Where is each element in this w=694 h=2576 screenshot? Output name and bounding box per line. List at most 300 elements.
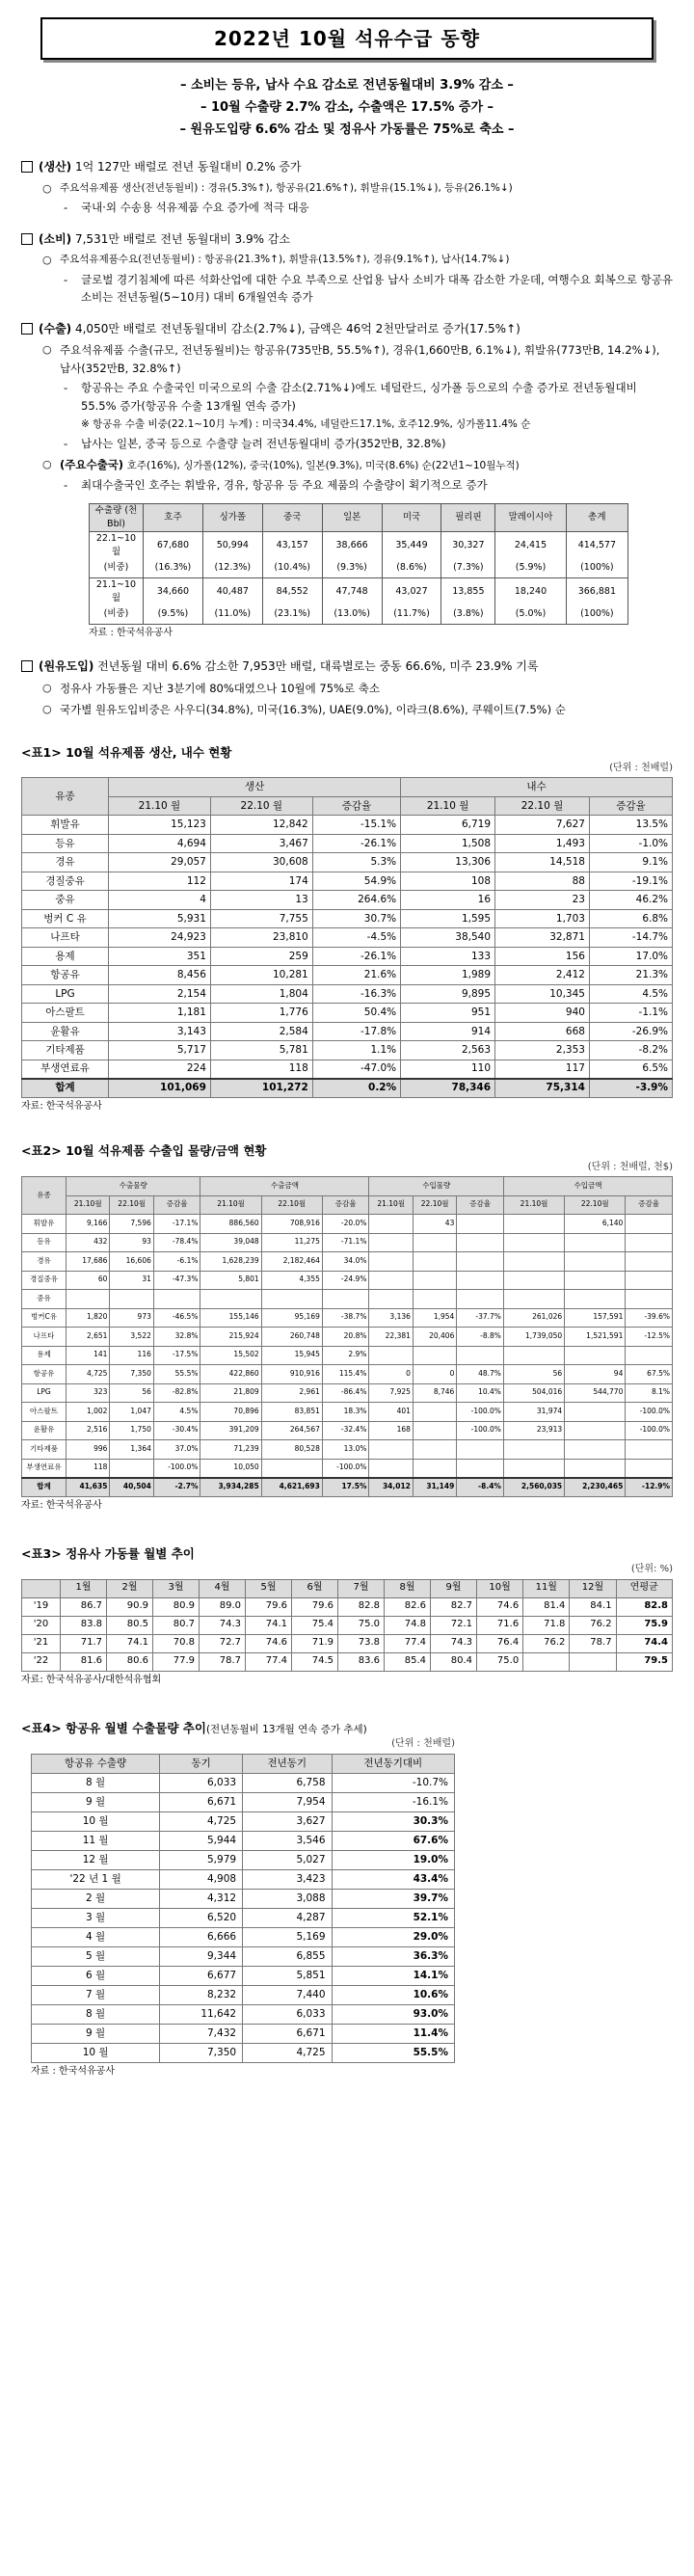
table-cell: [110, 1459, 153, 1478]
table-cell: 74.6: [477, 1597, 523, 1616]
table-cell: 80.7: [153, 1616, 200, 1634]
table-cell: 1,047: [110, 1403, 153, 1422]
table-cell: 15,502: [200, 1346, 261, 1365]
total-row: [22, 1478, 673, 1497]
table-row: [32, 1831, 455, 1850]
row-label: (비중): [90, 604, 144, 624]
table-cell: 6.8%: [589, 909, 672, 928]
table-header: 항공유 수출량: [32, 1754, 160, 1773]
row-label: 용제: [22, 1346, 67, 1365]
table-row: [22, 834, 673, 853]
table-cell: 141: [67, 1346, 110, 1365]
table-cell: 10,281: [210, 966, 312, 985]
checkbox-icon: [21, 660, 33, 672]
table-cell: 67.5%: [626, 1365, 673, 1384]
table-cell: 1,181: [109, 1004, 211, 1023]
table-header: 동기: [160, 1754, 243, 1773]
table-cell: -17.1%: [153, 1215, 200, 1234]
table-cell: 16: [401, 891, 495, 910]
table-header: 증감율: [312, 796, 400, 816]
table-row: [22, 909, 673, 928]
table-cell: [200, 1290, 261, 1309]
table-cell: 504,016: [503, 1383, 564, 1403]
table-cell: 71,239: [200, 1440, 261, 1460]
table-header: 6월: [292, 1579, 338, 1597]
table-cell: 6,666: [160, 1927, 243, 1946]
row-label: 경유: [22, 853, 109, 872]
table-cell: [457, 1271, 504, 1290]
checkbox-icon: [21, 323, 33, 335]
table-header: 7월: [338, 1579, 385, 1597]
table-cell: 35,449: [382, 531, 441, 558]
table1-unit: (단위 : 천배럴): [609, 762, 673, 773]
table-cell: 101,069: [109, 1079, 211, 1098]
table-cell: 3,522: [110, 1328, 153, 1347]
table-cell: [626, 1290, 673, 1309]
table-cell: 17.0%: [589, 947, 672, 966]
table-cell: 94: [565, 1365, 626, 1384]
table-cell: (13.0%): [322, 604, 382, 624]
table-cell: 71.7: [61, 1634, 107, 1652]
row-label: 중유: [22, 891, 109, 910]
table-cell: 32.8%: [153, 1328, 200, 1347]
table-cell: 43,027: [382, 577, 441, 604]
table-cell: (8.6%): [382, 558, 441, 577]
table-cell: 79.6: [246, 1597, 292, 1616]
table-row: [32, 2024, 455, 2043]
table-header: 중국: [262, 504, 322, 532]
table-cell: 1,364: [110, 1440, 153, 1460]
table-cell: 82.6: [385, 1597, 431, 1616]
table-cell: 11,642: [160, 2004, 243, 2024]
table-header: 전년동기대비: [332, 1754, 454, 1773]
table-cell: 4,725: [160, 1811, 243, 1831]
table-cell: (12.3%): [202, 558, 262, 577]
table-cell: (9.3%): [322, 558, 382, 577]
table-cell: 22,381: [369, 1328, 413, 1347]
circle-bullet-icon: ○: [42, 254, 52, 267]
table-cell: -24.9%: [322, 1271, 369, 1290]
table-cell: 46.2%: [589, 891, 672, 910]
table-cell: 83.8: [61, 1616, 107, 1634]
table-cell: -100.0%: [626, 1403, 673, 1422]
table-cell: [503, 1233, 564, 1252]
table-cell: 3,546: [243, 1831, 332, 1850]
table-cell: 19.0%: [332, 1850, 454, 1869]
table-cell: -12.9%: [626, 1478, 673, 1497]
export-country-table-wrap: [89, 503, 628, 640]
bullet-text: 최대수출국인 호주는 휘발유, 경유, 항공유 등 주요 제품의 수출량이 획기적으로 증가: [81, 477, 488, 492]
row-label: 아스팔트: [22, 1403, 67, 1422]
table-cell: -1.1%: [589, 1004, 672, 1023]
row-label: 중유: [22, 1290, 67, 1309]
table-cell: [369, 1252, 413, 1272]
table-cell: 21,809: [200, 1383, 261, 1403]
table-cell: 1,820: [67, 1308, 110, 1328]
table-cell: 37.0%: [153, 1440, 200, 1460]
checkbox-icon: [21, 161, 33, 173]
table-cell: -100.0%: [153, 1459, 200, 1478]
table-cell: 13: [210, 891, 312, 910]
table3: [21, 1579, 673, 1672]
table-cell: -14.7%: [589, 928, 672, 948]
table-header: 5월: [246, 1579, 292, 1597]
table4-wrap: [31, 1737, 455, 2079]
table-cell: 74.6: [246, 1634, 292, 1652]
table-cell: -15.1%: [312, 816, 400, 835]
table-cell: 6,033: [160, 1773, 243, 1792]
table-cell: -82.8%: [153, 1383, 200, 1403]
production-section: [21, 158, 673, 217]
row-label: '22 년 1 월: [32, 1869, 160, 1889]
table-cell: 101,272: [210, 1079, 312, 1098]
table-cell: 85.4: [385, 1652, 431, 1671]
dash-bullet-icon: -: [64, 477, 68, 492]
table-header: 2월: [107, 1579, 153, 1597]
table-header: 일본: [322, 504, 382, 532]
table-cell: 6,140: [565, 1215, 626, 1234]
table-cell: 84.1: [570, 1597, 616, 1616]
table-cell: [565, 1233, 626, 1252]
table-cell: 88: [495, 872, 590, 891]
table-row: [32, 1869, 455, 1889]
bullet-text: 주요석유제품수요(전년동월비) : 항공유(21.3%↑), 휘발유(13.5%↑), 경유(9.1%↑), 납사(14.7%↓): [60, 254, 510, 266]
table-cell: 2.9%: [322, 1346, 369, 1365]
row-label: 22.1~10 월: [90, 531, 144, 558]
table-cell: 14.1%: [332, 1966, 454, 1985]
row-label: 합계: [22, 1478, 67, 1497]
table-cell: 75.0: [477, 1652, 523, 1671]
table-row: [32, 2004, 455, 2024]
row-label: 경유: [22, 1252, 67, 1272]
table-cell: 10,050: [200, 1459, 261, 1478]
table-cell: 9,344: [160, 1946, 243, 1966]
table-cell: 38,540: [401, 928, 495, 948]
table-cell: 708,916: [261, 1215, 322, 1234]
table-cell: [570, 1652, 616, 1671]
table-cell: 75,314: [495, 1079, 590, 1098]
table-cell: -39.6%: [626, 1308, 673, 1328]
table-cell: 6,677: [160, 1966, 243, 1985]
table-row: [32, 1927, 455, 1946]
table-cell: 73.8: [338, 1634, 385, 1652]
table-cell: [369, 1233, 413, 1252]
table-cell: 80.4: [431, 1652, 477, 1671]
table-cell: 5,851: [243, 1966, 332, 1985]
table-cell: -100.0%: [457, 1421, 504, 1440]
table-cell: 401: [369, 1403, 413, 1422]
table-cell: 75.0: [338, 1616, 385, 1634]
table-cell: 15,123: [109, 816, 211, 835]
table-cell: -19.1%: [589, 872, 672, 891]
table-cell: 34.0%: [322, 1252, 369, 1272]
table-row: [32, 1908, 455, 1927]
table-row: [22, 1004, 673, 1023]
table-cell: 17,686: [67, 1252, 110, 1272]
bullet-text: 주요석유제품 생산(전년동월비) : 경유(5.3%↑), 항공유(21.6%↑), 휘발유(15.1%↓), 등유(26.1%↓): [60, 181, 513, 194]
table-cell: 5,979: [160, 1850, 243, 1869]
table-cell: 4,621,693: [261, 1478, 322, 1497]
table-cell: 886,560: [200, 1215, 261, 1234]
table-row: [32, 1773, 455, 1792]
table-cell: 34,660: [144, 577, 203, 604]
table-header: 11월: [523, 1579, 570, 1597]
table-cell: 93: [110, 1233, 153, 1252]
table-cell: 32,871: [495, 928, 590, 948]
circle-bullet-icon: ○: [42, 458, 52, 471]
table-cell: 48.7%: [457, 1365, 504, 1384]
table-cell: 40,487: [202, 577, 262, 604]
table-cell: -47.0%: [312, 1060, 400, 1079]
table-cell: 36.3%: [332, 1946, 454, 1966]
table-cell: 215,924: [200, 1328, 261, 1347]
table-row: [90, 531, 628, 558]
table-cell: -4.5%: [312, 928, 400, 948]
table-cell: [503, 1346, 564, 1365]
table-cell: 996: [67, 1440, 110, 1460]
table-cell: 3,423: [243, 1869, 332, 1889]
table-cell: [413, 1421, 456, 1440]
table-cell: 260,748: [261, 1328, 322, 1347]
table-cell: [369, 1215, 413, 1234]
row-label: 아스팔트: [22, 1004, 109, 1023]
table-row: [22, 1215, 673, 1234]
table-row: [22, 1365, 673, 1384]
table-cell: 351: [109, 947, 211, 966]
table-cell: 13.5%: [589, 816, 672, 835]
table-cell: 71.9: [292, 1634, 338, 1652]
table-cell: 1,954: [413, 1308, 456, 1328]
table-cell: 30.7%: [312, 909, 400, 928]
table-source: 자료 : 한국석유공사: [31, 2065, 116, 2077]
table-cell: 115.4%: [322, 1365, 369, 1384]
row-label: 용제: [22, 947, 109, 966]
table-cell: 8.1%: [626, 1383, 673, 1403]
row-label: 2 월: [32, 1889, 160, 1908]
table-cell: 6.5%: [589, 1060, 672, 1079]
table-cell: 75.4: [292, 1616, 338, 1634]
table-cell: [565, 1403, 626, 1422]
table-header: 4월: [200, 1579, 246, 1597]
table-cell: [457, 1459, 504, 1478]
table-cell: -26.1%: [312, 947, 400, 966]
table-cell: [369, 1346, 413, 1365]
table-cell: 56: [110, 1383, 153, 1403]
dash-bullet-icon: -: [64, 273, 68, 287]
table-cell: 2,182,464: [261, 1252, 322, 1272]
table-cell: 29.0%: [332, 1927, 454, 1946]
table-cell: 13.0%: [322, 1440, 369, 1460]
bullet-text: 항공유는 주요 수출국인 미국으로의 수출 감소(2.71%↓)에도 네덜란드, 싱가폴 등으로의 수출 증가로 전년동월대비 55.5% 증가(항공유 수출 13개월 연속 증가): [81, 381, 637, 413]
table-cell: [626, 1252, 673, 1272]
table-cell: 6,033: [243, 2004, 332, 2024]
table-cell: -3.9%: [589, 1079, 672, 1098]
table-cell: [503, 1459, 564, 1478]
table-cell: -78.4%: [153, 1233, 200, 1252]
table-cell: 7,350: [110, 1365, 153, 1384]
table-cell: 3,088: [243, 1889, 332, 1908]
table-cell: 2,651: [67, 1328, 110, 1347]
table-cell: [67, 1290, 110, 1309]
summary-line: – 소비는 등유, 납사 수요 감소로 전년동월대비 3.9% 감소 –: [180, 78, 514, 93]
row-label: 기타제품: [22, 1041, 109, 1060]
table3-title: <표3> 정유사 가동률 월별 추이: [21, 1546, 195, 1562]
table-cell: 71.6: [477, 1616, 523, 1634]
table-cell: 47,748: [322, 577, 382, 604]
table-cell: 4.5%: [153, 1403, 200, 1422]
section-headline: 4,050만 배럴로 전년동월대비 감소(2.7%↓), 금액은 46억 2천만달러로 증가(17.5%↑): [74, 321, 520, 335]
table-cell: -37.7%: [457, 1308, 504, 1328]
table-cell: 50.4%: [312, 1004, 400, 1023]
table-header: 3월: [153, 1579, 200, 1597]
table-cell: 391,209: [200, 1421, 261, 1440]
table-header: 22.10월: [413, 1195, 456, 1215]
table-cell: 914: [401, 1022, 495, 1041]
table-cell: 71.8: [523, 1616, 570, 1634]
bullet-text: 국가별 원유도입비중은 사우디(34.8%), 미국(16.3%), UAE(9.0%), 이라크(8.6%), 쿠웨이트(7.5%) 순: [60, 703, 566, 717]
table-cell: 422,860: [200, 1365, 261, 1384]
table-cell: 17.5%: [322, 1478, 369, 1497]
table-row: [32, 1792, 455, 1811]
table-cell: [503, 1215, 564, 1234]
table-cell: 2,584: [210, 1022, 312, 1041]
table-cell: 1,628,239: [200, 1252, 261, 1272]
table-cell: 83,851: [261, 1403, 322, 1422]
table2-unit: (단위 : 천배럴, 천$): [587, 1161, 673, 1172]
table-cell: [626, 1215, 673, 1234]
table-header: 22.10월: [110, 1195, 153, 1215]
table-cell: 39,048: [200, 1233, 261, 1252]
section-label: (소비): [39, 231, 72, 246]
row-label: (비중): [90, 558, 144, 577]
table-row: [22, 1290, 673, 1309]
table-row: [22, 966, 673, 985]
table-cell: -47.3%: [153, 1271, 200, 1290]
table-cell: [457, 1346, 504, 1365]
table-cell: -86.4%: [322, 1383, 369, 1403]
table2-title: <표2> 10월 석유제품 수출입 물량/금액 현황: [21, 1143, 267, 1159]
row-label: 휘발유: [22, 816, 109, 835]
table-cell: 4: [109, 891, 211, 910]
section-label: (생산): [39, 160, 72, 174]
table-cell: 0: [369, 1365, 413, 1384]
summary-block: [21, 75, 673, 141]
table-header: 연평균: [616, 1579, 672, 1597]
table-header: 21.10 월: [401, 796, 495, 816]
table-cell: 4,725: [67, 1365, 110, 1384]
table-header: 22.10 월: [210, 796, 312, 816]
table-header: 8월: [385, 1579, 431, 1597]
table-cell: [413, 1459, 456, 1478]
table-cell: 74.1: [107, 1634, 153, 1652]
row-label: '22: [22, 1652, 61, 1671]
table-cell: [369, 1271, 413, 1290]
section-headline: 7,531만 배럴로 전년 동월대비 3.9% 감소: [74, 231, 291, 246]
table-cell: 20.8%: [322, 1328, 369, 1347]
table-cell: [565, 1271, 626, 1290]
table-cell: 50,994: [202, 531, 262, 558]
row-label: 합계: [22, 1079, 109, 1098]
table-row: [22, 1383, 673, 1403]
table-header: 22.10월: [261, 1195, 322, 1215]
table-cell: [369, 1290, 413, 1309]
circle-bullet-icon: ○: [42, 703, 52, 716]
table-cell: 668: [495, 1022, 590, 1041]
row-label: 항공유: [22, 1365, 67, 1384]
table-cell: 1,521,591: [565, 1328, 626, 1347]
checkbox-icon: [21, 233, 33, 245]
row-label: LPG: [22, 984, 109, 1004]
table-cell: 3,136: [369, 1308, 413, 1328]
row-label: 10 월: [32, 2043, 160, 2062]
table-cell: 75.9: [616, 1616, 672, 1634]
table-header: 12월: [570, 1579, 616, 1597]
table-cell: -100.0%: [457, 1403, 504, 1422]
table-cell: 18,240: [495, 577, 566, 604]
table-cell: [261, 1459, 322, 1478]
table-cell: 5,801: [200, 1271, 261, 1290]
row-label: 부생연료유: [22, 1060, 109, 1079]
table-cell: 80,528: [261, 1440, 322, 1460]
table-cell: 259: [210, 947, 312, 966]
table4-title-row: [21, 1720, 673, 1737]
table-cell: 4,725: [243, 2043, 332, 2062]
row-label: '20: [22, 1616, 61, 1634]
table-cell: 23,913: [503, 1421, 564, 1440]
table-cell: (100%): [566, 604, 627, 624]
row-label: 4 월: [32, 1927, 160, 1946]
table-row: [22, 1252, 673, 1272]
table-cell: 2,563: [401, 1041, 495, 1060]
table-cell: 38,666: [322, 531, 382, 558]
table-cell: -46.5%: [153, 1308, 200, 1328]
table-cell: 0.2%: [312, 1079, 400, 1098]
table-row: [90, 577, 628, 604]
table-cell: 4,355: [261, 1271, 322, 1290]
table-cell: [626, 1271, 673, 1290]
table-cell: 14,518: [495, 853, 590, 872]
table-cell: 1,508: [401, 834, 495, 853]
crude-section: [21, 657, 673, 718]
table-row: [22, 1440, 673, 1460]
row-label: 벙커 C 유: [22, 909, 109, 928]
table2: [21, 1176, 673, 1497]
table-cell: [457, 1440, 504, 1460]
table-cell: 3,934,285: [200, 1478, 261, 1497]
table-cell: 7,596: [110, 1215, 153, 1234]
bullet-text: 납사는 일본, 중국 등으로 수출량 늘려 전년동월대비 증가(352만B, 32.8%): [81, 436, 446, 450]
table-cell: 5,027: [243, 1850, 332, 1869]
table-cell: 8,232: [160, 1985, 243, 2004]
table-cell: 89.0: [200, 1597, 246, 1616]
table-cell: 6,671: [243, 2024, 332, 2043]
table-header: 미국: [382, 504, 441, 532]
table-row: [22, 984, 673, 1004]
table-cell: 1.1%: [312, 1041, 400, 1060]
table-cell: 43.4%: [332, 1869, 454, 1889]
table-cell: 2,516: [67, 1421, 110, 1440]
table-cell: 6,520: [160, 1908, 243, 1927]
table-cell: 5,781: [210, 1041, 312, 1060]
row-label: 8 월: [32, 2004, 160, 2024]
table-cell: 261,026: [503, 1308, 564, 1328]
table-row: [22, 1616, 673, 1634]
table-cell: 11,275: [261, 1233, 322, 1252]
table-cell: (7.3%): [441, 558, 495, 577]
table-cell: 4.5%: [589, 984, 672, 1004]
row-label: 항공유: [22, 966, 109, 985]
table-cell: 133: [401, 947, 495, 966]
